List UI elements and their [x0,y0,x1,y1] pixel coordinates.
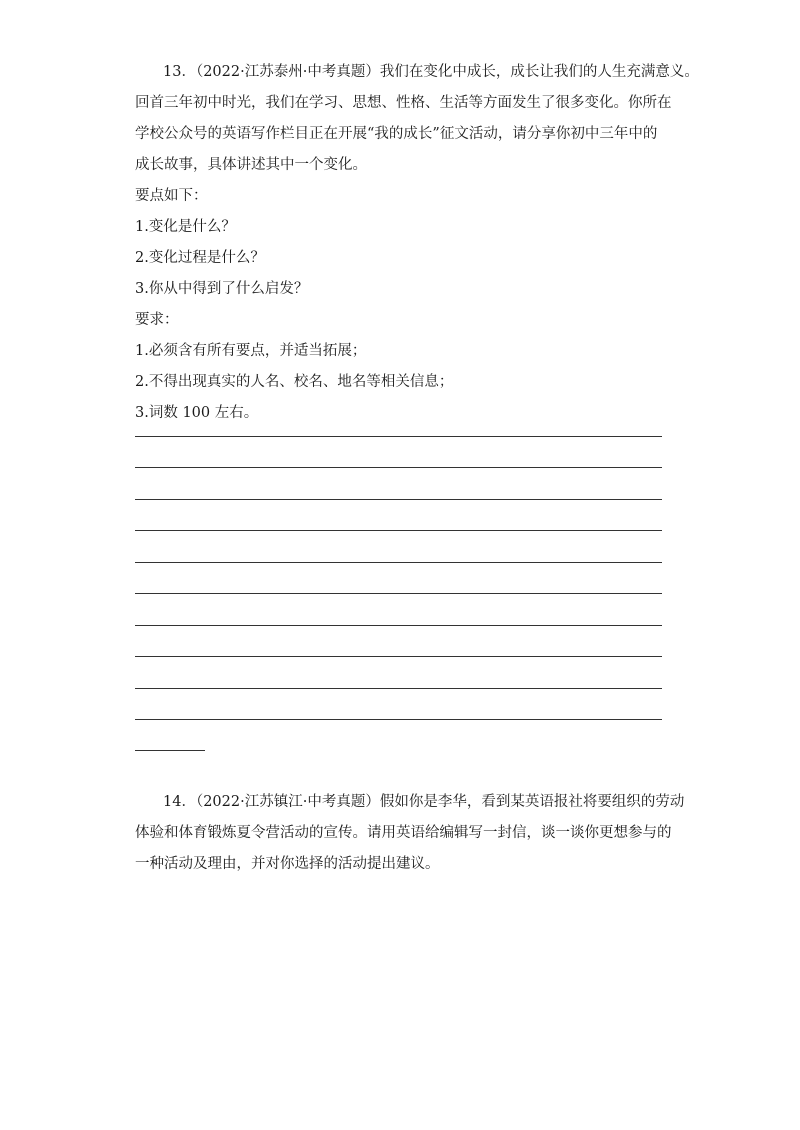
q13-requirement-1: 1.必须含有所有要点，并适当拓展； [135,343,367,359]
q13-intro-line-3: 学校公众号的英语写作栏目正在开展“我的成长”征文活动，请分享你初中三年中的 [135,126,658,142]
answer-line[interactable] [135,625,662,626]
q14-intro-line-3: 一种活动及理由，并对你选择的活动提出建议。 [135,856,440,872]
q13-intro-line-4: 成长故事，具体讲述其中一个变化。 [135,157,367,173]
q13-intro-line-2: 回首三年初中时光，我们在学习、思想、性格、生活等方面发生了很多变化。你所在 [135,95,672,111]
q13-point-3: 3.你从中得到了什么启发？ [135,281,309,297]
answer-line[interactable] [135,688,662,689]
answer-line-short[interactable] [135,750,205,751]
q13-intro-line-1: 13．（2022·江苏泰州·中考真题）我们在变化中成长，成长让我们的人生充满意义。 [163,64,699,80]
answer-line[interactable] [135,530,662,531]
answer-line[interactable] [135,656,662,657]
answer-line[interactable] [135,593,662,594]
answer-line[interactable] [135,719,662,720]
q13-point-2: 2.变化过程是什么？ [135,250,265,266]
q14-intro-line-1: 14．（2022·江苏镇江·中考真题）假如你是李华，看到某英语报社将要组织的劳动 [163,794,685,810]
answer-line[interactable] [135,562,662,563]
answer-line[interactable] [135,499,662,500]
q13-requirement-3: 3.词数 100 左右。 [135,405,259,421]
answer-line[interactable] [135,436,662,437]
q14-intro-line-2: 体验和体育锻炼夏令营活动的宣传。请用英语给编辑写一封信，谈一谈你更想参与的 [135,825,672,841]
q13-requirements-title: 要求： [135,312,179,328]
q13-requirement-2: 2.不得出现真实的人名、校名、地名等相关信息； [135,374,454,390]
answer-line[interactable] [135,467,662,468]
q13-points-title: 要点如下： [135,188,208,204]
q13-point-1: 1.变化是什么？ [135,219,236,235]
